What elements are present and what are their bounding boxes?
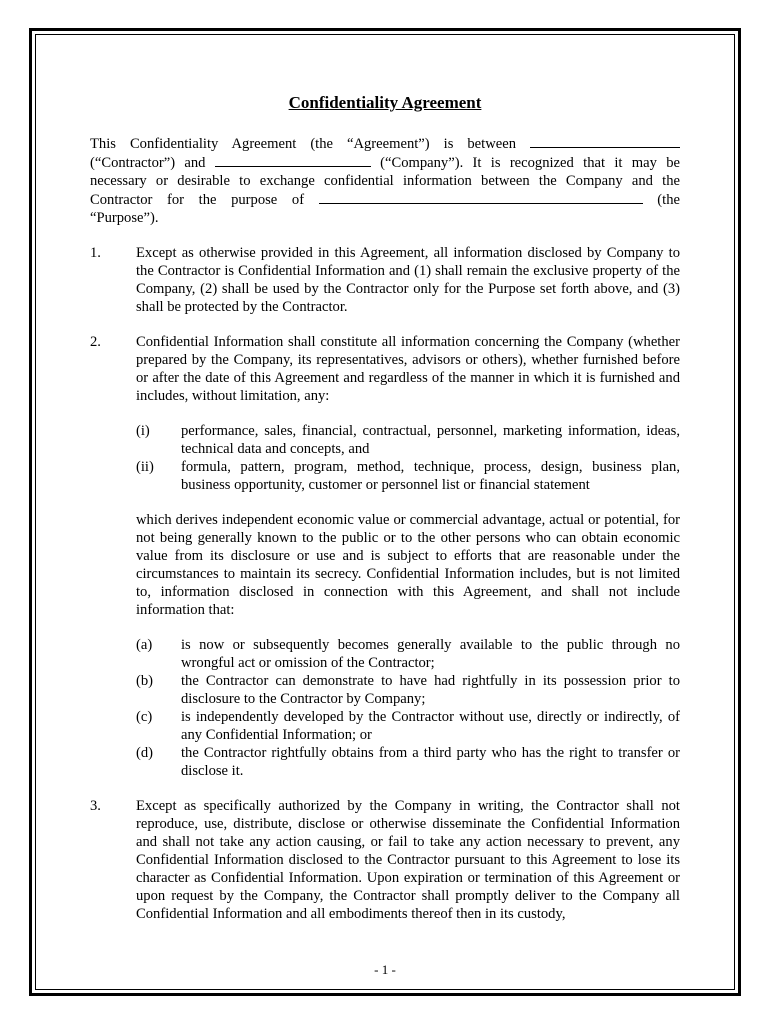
page-number: - 1 - — [374, 962, 396, 977]
document-title: Confidentiality Agreement — [288, 93, 482, 112]
item-text: the Contractor can demonstrate to have had rightfully in its possession prior to disclosure to the Contractor by Company; — [181, 673, 680, 707]
section-1 — [90, 244, 680, 316]
section-text: Except as specifically authorized by the Company in writing, the Contractor shall not reproduce, use, distribute, disclose or otherwise disseminate the Confidential Information and shall not take any action causing, or fail to take any action necessary to prevent, any Confidential Information disclosed to the Contractor pursuant to this Agreement to lose its character as Confidential Information. Upon expiration or termination of this Agreement or upon request by the Company, the Contractor shall promptly deliver to the Company all Confidential Information and all embodiments thereof then in its custody, — [136, 798, 680, 922]
letter-item — [136, 708, 680, 744]
section-text: Except as otherwise provided in this Agreement, all information disclosed by Company to the Contractor is Confidential Information and (1) shall remain the exclusive property of the Company, (2) shall be used by the Contractor only for the Purpose set forth above, and (3) shall be protected by the Contractor. — [136, 245, 680, 315]
intro-part2: (“Contractor”) and — [90, 155, 206, 171]
item-text: is independently developed by the Contractor without use, directly or indirectly, of any Confidential Information; or — [181, 709, 680, 743]
letter-item — [136, 744, 680, 780]
section-number: 2. — [90, 334, 101, 350]
section-2 — [90, 333, 680, 405]
item-label: (i) — [136, 423, 150, 439]
item-label: (ii) — [136, 459, 154, 475]
contractor-name-blank[interactable] — [530, 134, 680, 148]
item-label: (d) — [136, 745, 154, 761]
intro-part4: (the “Purpose”). — [90, 192, 680, 226]
continuation-paragraph: which derives independent economic value or commercial advantage, actual or potential, for not being generally known to the public or to the other persons who can obtain economic value from its disclosure or use and is subject to efforts that are reasonable under the circumstances to maintain its secrecy. Confidential Information includes, but is not limited to, information disclosed in connection with this Agreement, and shall not include information that: — [136, 512, 680, 618]
letter-list — [90, 636, 680, 780]
company-name-blank[interactable] — [215, 153, 371, 167]
section-3 — [90, 797, 680, 923]
intro-paragraph — [90, 134, 680, 227]
letter-item — [136, 672, 680, 708]
roman-item — [136, 422, 680, 458]
purpose-blank[interactable] — [319, 190, 643, 204]
document-page — [90, 92, 680, 940]
item-text: formula, pattern, program, method, technique, process, design, business plan, business opportunity, customer or personnel list or financial statement — [181, 459, 680, 493]
roman-item — [136, 458, 680, 494]
item-text: the Contractor rightfully obtains from a third party who has the right to transfer or disclose it. — [181, 745, 680, 779]
item-text: performance, sales, financial, contractual, personnel, marketing information, ideas, technical data and concepts, and — [181, 423, 680, 457]
item-text: is now or subsequently becomes generally available to the public through no wrongful act or omission of the Contractor; — [181, 637, 680, 671]
roman-list — [90, 422, 680, 494]
intro-part3: (“Company”). It is recognized that it may be necessary or desirable to exchange confidential information between the Company and the Contractor for the purpose of — [90, 155, 680, 208]
section-number: 3. — [90, 798, 101, 814]
item-label: (c) — [136, 709, 153, 725]
intro-part1: This Confidentiality Agreement (the “Agreement”) is between — [90, 136, 516, 152]
section-number: 1. — [90, 245, 101, 261]
section-text: Confidential Information shall constitute all information concerning the Company (whether prepared by the Company, its representatives, advisors or others), whether furnished before or after the date of this Agreement and regardless of the manner in which it is furnished and includes, without limitation, any: — [136, 334, 680, 404]
item-label: (b) — [136, 673, 154, 689]
letter-item — [136, 636, 680, 672]
item-label: (a) — [136, 637, 153, 653]
